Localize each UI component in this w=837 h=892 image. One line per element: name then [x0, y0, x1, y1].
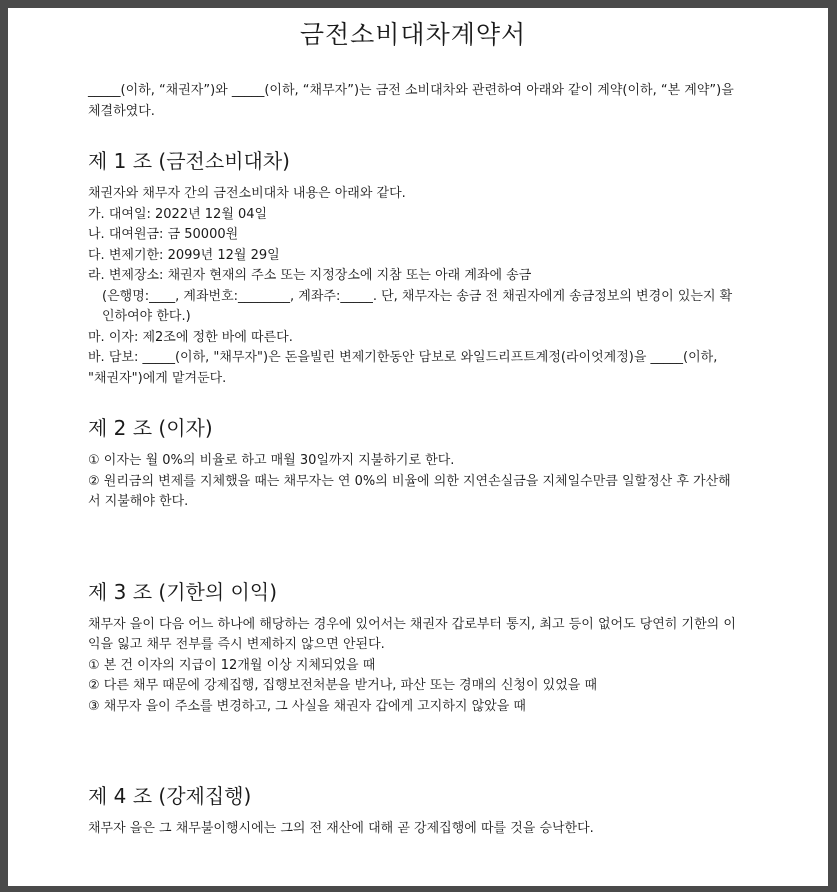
- article-1-line: 다. 변제기한: 2099년 12월 29일: [88, 247, 280, 263]
- intro-paragraph: _____(이하, “채권자”)와 _____(이하, “채무자”)는 금전 소비대차와 관련하여 아래와 같이 계약(이하, “본 계약”)을 체결하였다.: [88, 83, 734, 119]
- article-4: [88, 783, 738, 840]
- article-3: [88, 579, 738, 718]
- article-3-line: ③ 채무자 을이 주소를 변경하고, 그 사실을 채권자 갑에게 고지하지 않았을 때: [88, 698, 526, 714]
- article-1-bank-info: (은행명:____, 계좌번호:________, 계좌주:_____. 단, 채무자는 송금 전 채권자에게 송금정보의 변경이 있는지 확인하여야 한다.): [102, 288, 733, 324]
- article-2-line: ② 원리금의 변제를 지체했을 때는 채무자는 연 0%의 비율에 의한 지연손실금을 지체일수만큼 일할정산 후 가산해서 지불해야 한다.: [88, 473, 731, 509]
- article-4-heading: 제 4 조 (강제집행): [88, 784, 252, 808]
- article-1-line: 가. 대여일: 2022년 12월 04일: [88, 206, 268, 222]
- article-1-line: 마. 이자: 제2조에 정한 바에 따른다.: [88, 329, 293, 345]
- article-3-line: ② 다른 채무 때문에 강제집행, 집행보전처분을 받거나, 파산 또는 경매의 신청이 있었을 때: [88, 678, 598, 693]
- article-1-line: 바. 담보: _____(이하, "채무자")은 돈을빌린 변제기한동안 담보로 와일드리프트계정(라이엇계정)을 _____(이하, "채권자")에게 맡겨둔다.: [88, 350, 718, 386]
- article-3-heading: 제 3 조 (기한의 이익): [88, 579, 277, 604]
- article-2-line: ① 이자는 월 0%의 비율로 하고 매월 30일까지 지불하기로 한다.: [88, 453, 455, 468]
- article-3-line: 채무자 을이 다음 어느 하나에 해당하는 경우에 있어서는 채권자 갑로부터 통지, 최고 등이 없어도 당연히 기한의 이익을 잃고 채무 전부를 즉시 변제하지 않으면 안된다.: [88, 616, 736, 652]
- article-1-line: 나. 대여원금: 금 50000원: [88, 227, 239, 242]
- article-1-line: 라. 변제장소: 채권자 현재의 주소 또는 지정장소에 지참 또는 아래 계좌에 송금: [88, 268, 532, 283]
- article-1-heading: 제 1 조 (금전소비대차): [88, 149, 290, 173]
- article-1-line: 채권자와 채무자 간의 금전소비대차 내용은 아래와 같다.: [88, 186, 406, 201]
- article-2: [88, 415, 738, 513]
- article-2-heading: 제 2 조 (이자): [88, 416, 213, 440]
- document-title: 금전소비대차계약서: [299, 20, 527, 49]
- article-1: [88, 148, 738, 389]
- article-3-line: ① 본 건 이자의 지급이 12개월 이상 지체되었을 때: [88, 657, 376, 673]
- document-page: [8, 8, 828, 886]
- article-4-line: 채무자 을은 그 채무불이행시에는 그의 전 재산에 대해 곧 강제집행에 따를 것을 승낙한다.: [88, 821, 594, 836]
